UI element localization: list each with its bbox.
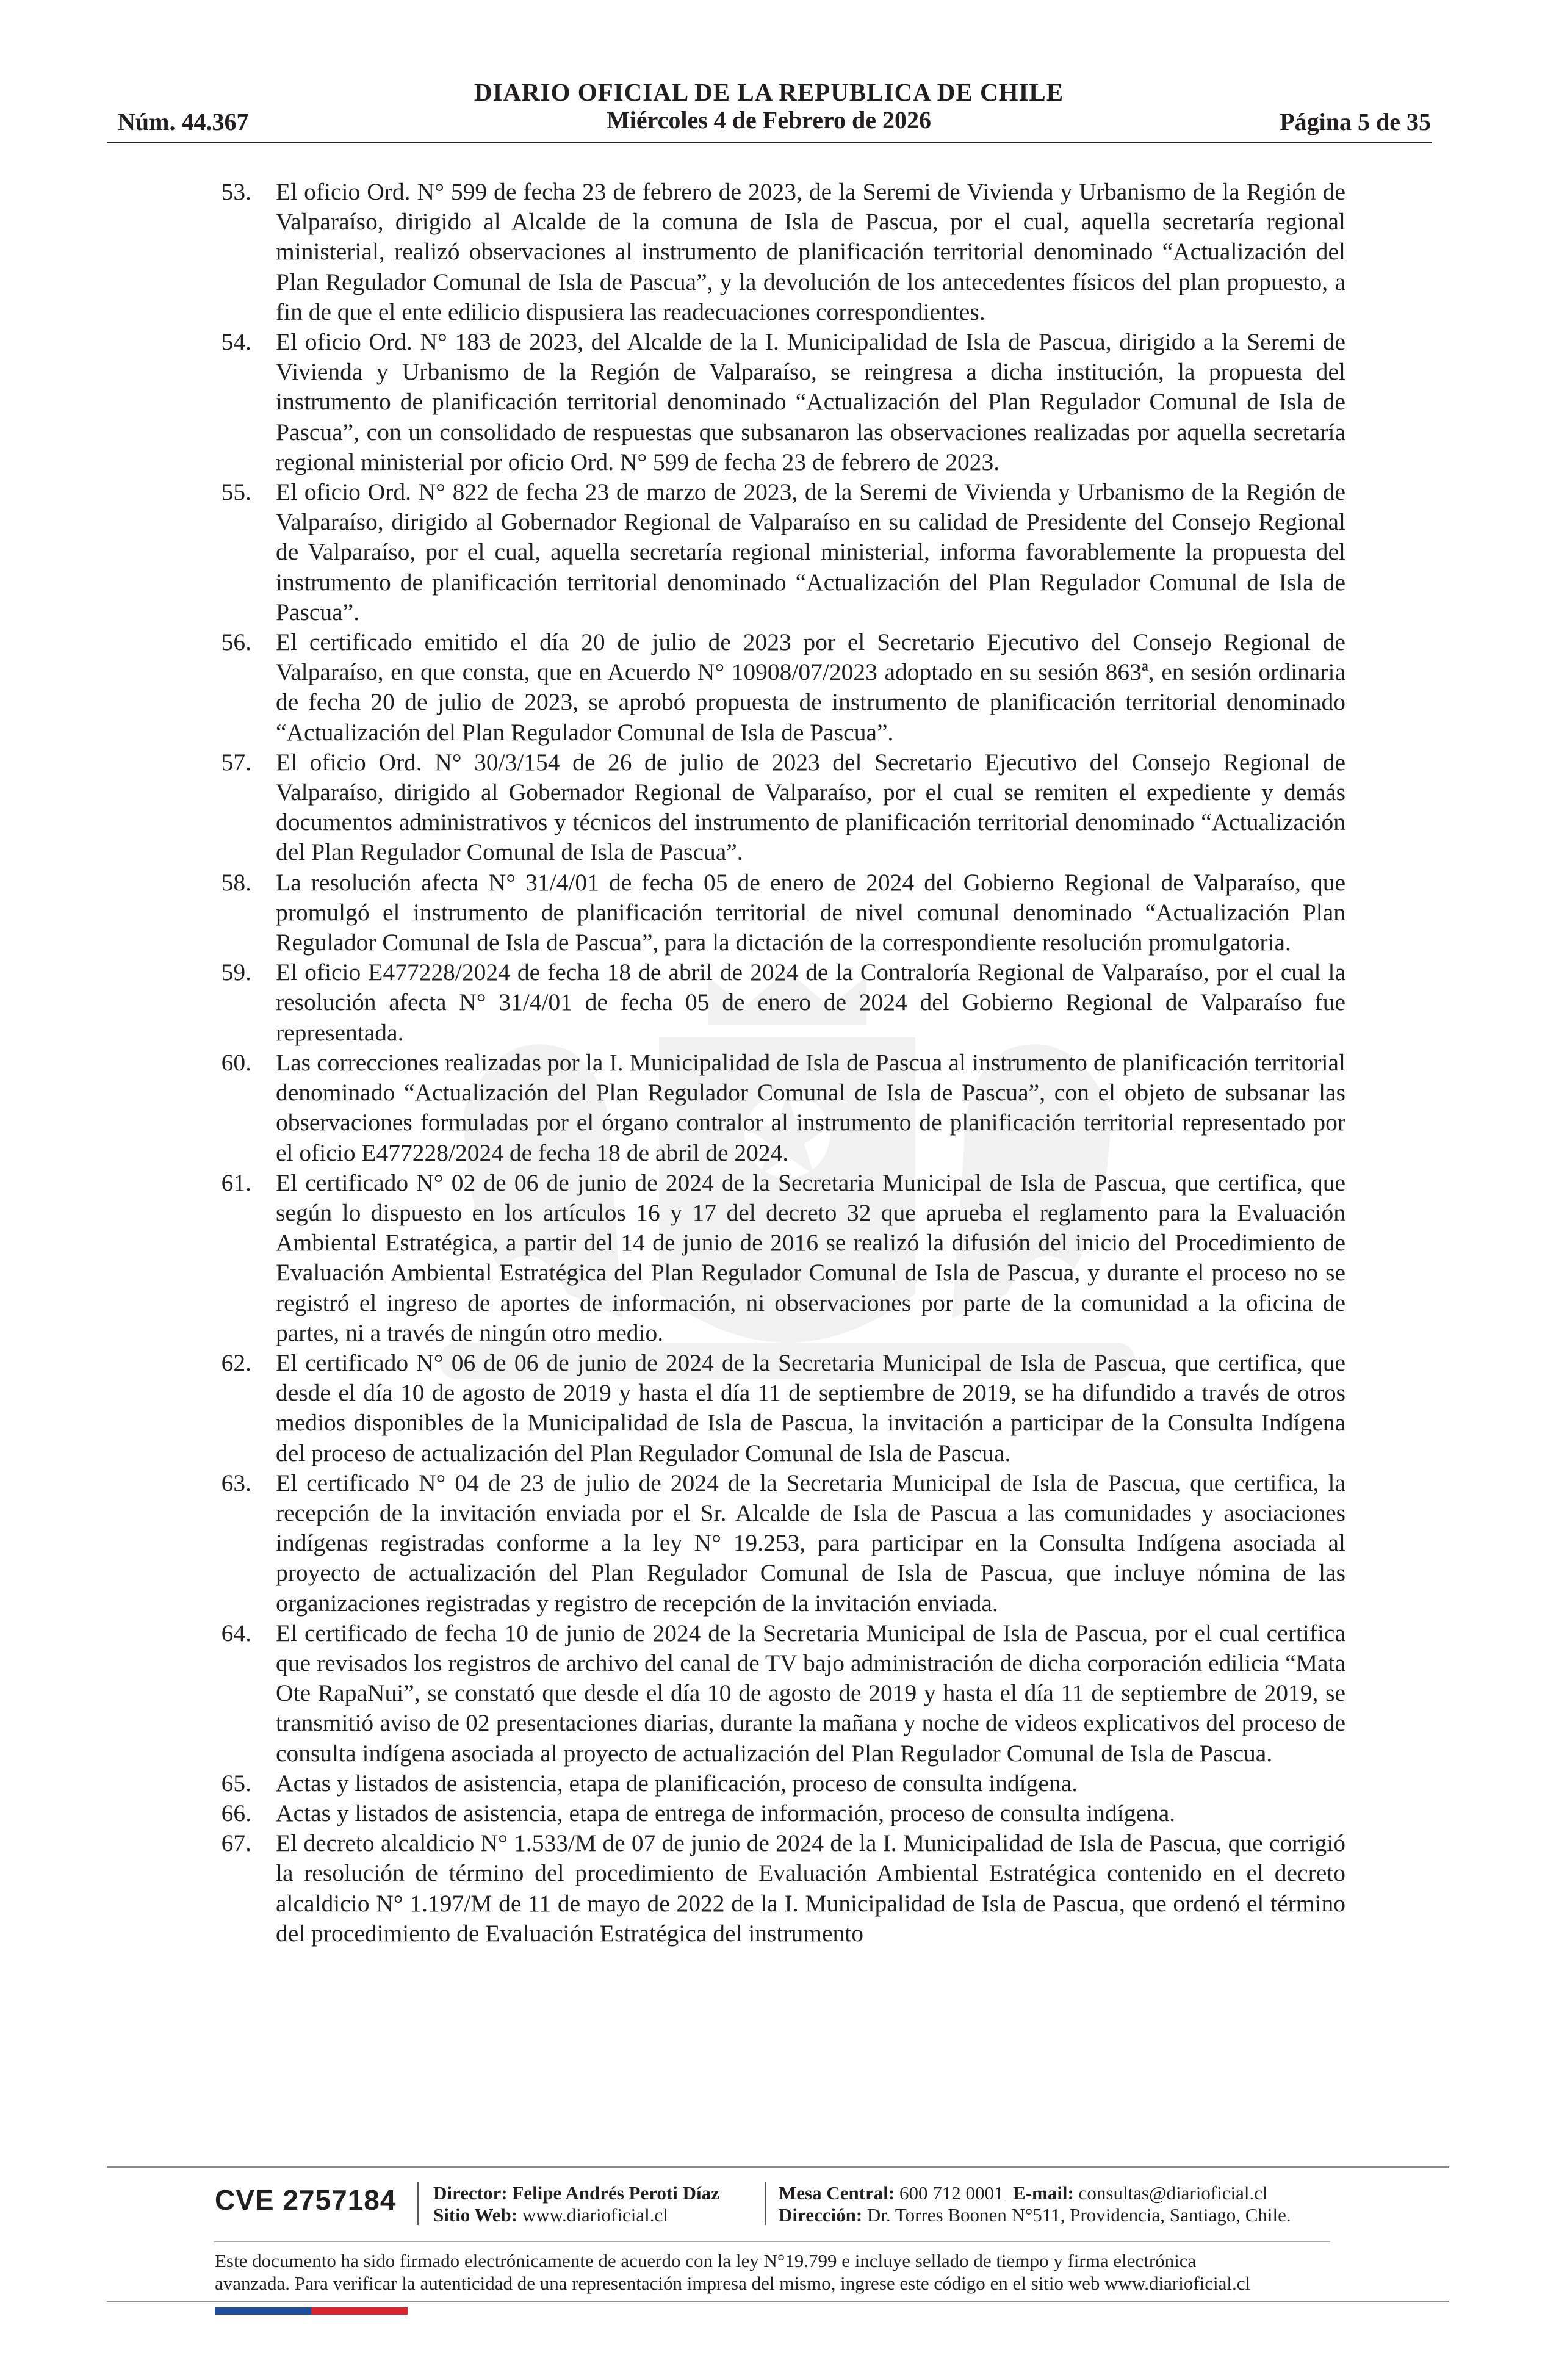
list-item	[207, 477, 1345, 627]
item-number: 62.	[221, 1349, 251, 1376]
email-label: E-mail:	[1013, 2182, 1074, 2204]
publication-title: DIARIO OFICIAL DE LA REPUBLICA DE CHILE	[474, 78, 1064, 106]
item-text: El certificado de fecha 10 de junio de 2024 de la Secretaria Municipal de Isla de Pascua, por el cual certifica que revisados los registros de archivo del canal de TV bajo administración de dicha corporación edilicia “Mata Ote RapaNui”, se constató que desde el día 10 de agosto de 2019 y hasta el día 11 de septiembre de 2019, se transmitió aviso de 02 presentaciones diarias, durante la mañana y noche de videos explicativos del proceso de consulta indígena asociada al proyecto de actualización del Plan Regulador Comunal de Isla de Pascua.	[276, 1619, 1345, 1767]
list-item	[207, 748, 1345, 868]
flag-stripe	[215, 2307, 408, 2315]
director-label: Director:	[433, 2182, 508, 2204]
item-number: 59.	[221, 959, 251, 986]
item-text: El oficio E477228/2024 de fecha 18 de abril de 2024 de la Contraloría Regional de Valparaíso, por el cual la resolución afecta N° 31/4/01 de fecha 05 de enero de 2024 del Gobierno Regional de Valparaíso fue representada.	[276, 959, 1345, 1046]
legal-line: Este documento ha sido firmado electrónicamente de acuerdo con la ley N°19.799 e incluye sellado de tiempo y firma electrónica	[215, 2250, 1197, 2271]
list-item	[207, 627, 1345, 748]
item-number: 65.	[221, 1769, 251, 1797]
item-text: El oficio Ord. N° 183 de 2023, del Alcalde de la I. Municipalidad de Isla de Pascua, dirigido a la Seremi de Vivienda y Urbanismo de la Región de Valparaíso, se reingresa a dicha institución, la propuesta del instrumento de planificación territorial denominado “Actualización del Plan Regulador Comunal de Isla de Pascua”, con un consolidado de respuestas que subsanaron las observaciones realizadas por aquella secretaría regional ministerial por oficio Ord. N° 599 de fecha 23 de febrero de 2023.	[276, 328, 1345, 475]
list-item	[207, 1348, 1345, 1468]
list-item	[207, 327, 1345, 477]
list-item	[207, 177, 1345, 327]
list-item	[207, 1828, 1345, 1949]
item-number: 67.	[221, 1830, 251, 1857]
item-text: Actas y listados de asistencia, etapa de planificación, proceso de consulta indígena.	[276, 1769, 1078, 1797]
legal-line: avanzada. Para verificar la autenticidad de una representación impresa del mismo, ingrese este código en el sitio web www.diarioficial.cl	[215, 2273, 1251, 2294]
phone-value: 600 712 0001	[899, 2182, 1004, 2204]
phone-label: Mesa Central:	[779, 2182, 895, 2204]
item-number: 61.	[221, 1169, 251, 1196]
cve-code: CVE 2757184	[215, 2184, 397, 2216]
footer-contact-block	[779, 2182, 1291, 2226]
page-number: Página 5 de 35	[1280, 108, 1431, 135]
footer-divider-inner	[214, 2241, 1330, 2242]
footer-separator	[765, 2182, 766, 2225]
item-text: Actas y listados de asistencia, etapa de entrega de información, proceso de consulta indígena.	[276, 1799, 1176, 1826]
item-number: 63.	[221, 1469, 251, 1496]
item-text: El oficio Ord. N° 822 de fecha 23 de marzo de 2023, de la Seremi de Vivienda y Urbanismo de la Región de Valparaíso, dirigido al Gobernador Regional de Valparaíso en su calidad de Presidente del Consejo Regional de Valparaíso, por el cual, aquella secretaría regional ministerial, informa favorablemente la propuesta del instrumento de planificación territorial denominado “Actualización del Plan Regulador Comunal de Isla de Pascua”.	[276, 478, 1345, 626]
address-label: Dirección:	[779, 2204, 863, 2226]
item-number: 60.	[221, 1048, 251, 1076]
header-divider	[107, 142, 1432, 143]
item-text: La resolución afecta N° 31/4/01 de fecha 05 de enero de 2024 del Gobierno Regional de Valparaíso, que promulgó el instrumento de planificación territorial de nivel comunal denominado “Actualización Plan Regulador Comunal de Isla de Pascua”, para la dictación de la correspondiente resolución promulgatoria.	[276, 868, 1345, 956]
page-header	[107, 78, 1431, 142]
item-text: El oficio Ord. N° 599 de fecha 23 de febrero de 2023, de la Seremi de Vivienda y Urbanismo de la Región de Valparaíso, dirigido al Alcalde de la comuna de Isla de Pascua, por el cual, aquella secretaría regional ministerial, realizó observaciones al instrumento de planificación territorial denominado “Actualización del Plan Regulador Comunal de Isla de Pascua”, y la devolución de los antecedentes físicos del plan propuesto, a fin de que el ente edilicio dispusiera las readecuaciones correspondientes.	[276, 178, 1345, 325]
director-name: Felipe Andrés Peroti Díaz	[512, 2182, 719, 2204]
list-item	[207, 1618, 1345, 1769]
list-item	[207, 1168, 1345, 1348]
item-number: 55.	[221, 478, 251, 506]
item-text: El decreto alcaldicio N° 1.533/M de 07 de junio de 2024 de la I. Municipalidad de Isla de Pascua, que corrigió la resolución de término del procedimiento de Evaluación Ambiental Estratégica contenido en el decreto alcaldicio N° 1.197/M de 11 de mayo de 2022 de la I. Municipalidad de Isla de Pascua, que ordenó el término del procedimiento de Evaluación Estratégica del instrumento	[276, 1830, 1345, 1947]
publication-date: Miércoles 4 de Febrero de 2026	[606, 106, 932, 134]
flag-blue-segment	[215, 2307, 311, 2315]
item-number: 66.	[221, 1799, 251, 1826]
list-item	[207, 1048, 1345, 1168]
document-body	[207, 177, 1345, 1949]
footer-director-block	[433, 2182, 719, 2226]
item-number: 53.	[221, 178, 251, 205]
masthead	[107, 78, 1431, 134]
item-text: El oficio Ord. N° 30/3/154 de 26 de julio de 2023 del Secretario Ejecutivo del Consejo Regional de Valparaíso, dirigido al Gobernador Regional de Valparaíso, por el cual se remiten el expediente y demás documentos administrativos y técnicos del instrumento de planificación territorial denominado “Actualización del Plan Regulador Comunal de Isla de Pascua”.	[276, 748, 1345, 866]
list-item	[207, 868, 1345, 958]
list-item	[207, 1769, 1345, 1798]
item-number: 56.	[221, 629, 251, 656]
item-number: 54.	[221, 328, 251, 356]
footer-bottom-divider	[107, 2301, 1449, 2302]
item-number: 57.	[221, 748, 251, 776]
item-number: 58.	[221, 868, 251, 896]
issue-number: Núm. 44.367	[118, 108, 249, 135]
footer-separator	[417, 2182, 419, 2225]
item-text: El certificado N° 04 de 23 de julio de 2024 de la Secretaria Municipal de Isla de Pascua, que certifica, la recepción de la invitación enviada por el Sr. Alcalde de Isla de Pascua a las comunidades y asociaciones indígenas registradas conforme a la ley N° 19.253, para participar en la Consulta Indígena asociada al proyecto de actualización del Plan Regulador Comunal de Isla de Pascua, que incluye nómina de las organizaciones registradas y registro de recepción de la invitación enviada.	[276, 1469, 1345, 1617]
email-link[interactable]: consultas@diarioficial.cl	[1078, 2182, 1268, 2204]
item-text: Las correcciones realizadas por la I. Municipalidad de Isla de Pascua al instrumento de planificación territorial denominado “Actualización del Plan Regulador Comunal de Isla de Pascua”, con el objeto de subsanar las observaciones formuladas por el órgano contralor al instrumento de planificación territorial representado por el oficio E477228/2024 de fecha 18 de abril de 2024.	[276, 1048, 1345, 1166]
item-number: 64.	[221, 1619, 251, 1646]
footer-divider	[107, 2166, 1449, 2168]
address-value: Dr. Torres Boonen N°511, Providencia, Santiago, Chile.	[866, 2204, 1291, 2226]
site-label: Sitio Web:	[433, 2204, 518, 2226]
flag-red-segment	[311, 2307, 408, 2315]
site-link[interactable]: www.diarioficial.cl	[522, 2204, 668, 2226]
list-item	[207, 1798, 1345, 1828]
legal-notice	[215, 2249, 1362, 2295]
item-text: El certificado emitido el día 20 de julio de 2023 por el Secretario Ejecutivo del Consejo Regional de Valparaíso, en que consta, que en Acuerdo N° 10908/07/2023 adoptado en su sesión 863ª, en sesión ordinaria de fecha 20 de julio de 2023, se aprobó propuesta de instrumento de planificación territorial denominado “Actualización del Plan Regulador Comunal de Isla de Pascua”.	[276, 629, 1345, 746]
list-item	[207, 1468, 1345, 1618]
item-text: El certificado N° 06 de 06 de junio de 2024 de la Secretaria Municipal de Isla de Pascua, que certifica, que desde el día 10 de agosto de 2019 y hasta el día 11 de septiembre de 2019, se ha difundido a través de otros medios disponibles de la Municipalidad de Isla de Pascua, la invitación a participar de la Consulta Indígena del proceso de actualización del Plan Regulador Comunal de Isla de Pascua.	[276, 1349, 1345, 1466]
item-text: El certificado N° 02 de 06 de junio de 2024 de la Secretaria Municipal de Isla de Pascua, que certifica, que según lo dispuesto en los artículos 16 y 17 del decreto 32 que aprueba el reglamento para la Evaluación Ambiental Estratégica, a partir del 14 de junio de 2016 se realizó la difusión del inicio del Procedimiento de Evaluación Ambiental Estratégica del Plan Regulador Comunal de Isla de Pascua, y durante el proceso no se registró el ingreso de aportes de información, ni observaciones por parte de la comunidad a la oficina de partes, ni a través de ningún otro medio.	[276, 1169, 1345, 1346]
list-item	[207, 957, 1345, 1048]
